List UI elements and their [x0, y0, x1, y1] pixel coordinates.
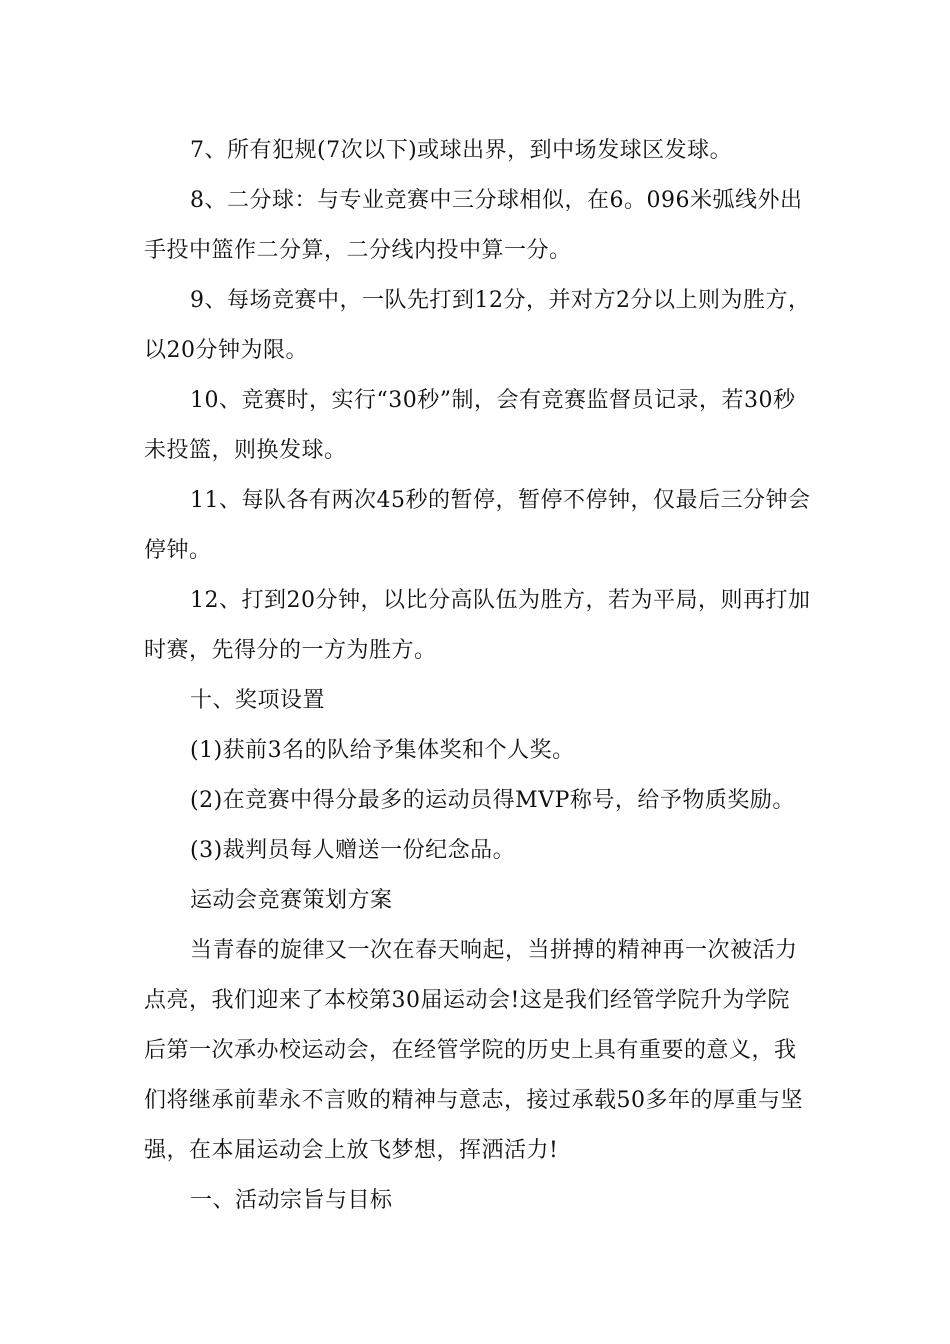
rule-8-line-2: 手投中篮作二分算，二分线内投中算一分。 — [144, 238, 572, 263]
rule-7-line: 7、所有犯规(7次以下)或球出界，到中场发球区发球。 — [190, 138, 733, 163]
award-item-3: (3)裁判员每人赠送一份纪念品。 — [190, 838, 516, 863]
section-heading-awards: 十、奖项设置 — [190, 688, 326, 713]
document-subtitle: 运动会竞赛策划方案 — [190, 888, 393, 913]
rule-11-line-2: 停钟。 — [144, 538, 212, 563]
award-item-1: (1)获前3名的队给予集体奖和个人奖。 — [190, 738, 575, 763]
rule-12-line-1: 12、打到20分钟，以比分高队伍为胜方，若为平局，则再打加 — [190, 588, 811, 613]
rule-8-line-1: 8、二分球：与专业竞赛中三分球相似，在6。096米弧线外出 — [190, 188, 803, 213]
section-heading-purpose: 一、活动宗旨与目标 — [190, 1188, 393, 1213]
intro-paragraph-line-3: 后第一次承办校运动会，在经管学院的历史上具有重要的意义，我 — [144, 1038, 797, 1063]
rule-9-line-2: 以20分钟为限。 — [144, 338, 308, 363]
award-item-2: (2)在竞赛中得分最多的运动员得MVP称号，给予物质奖励。 — [190, 788, 795, 813]
intro-paragraph-line-4: 们将继承前辈永不言败的精神与意志，接过承载50多年的厚重与坚 — [144, 1088, 803, 1113]
rule-12-line-2: 时赛，先得分的一方为胜方。 — [144, 638, 437, 663]
intro-paragraph-line-5: 强，在本届运动会上放飞梦想，挥洒活力! — [144, 1138, 559, 1163]
intro-paragraph-line-1: 当青春的旋律又一次在春天响起，当拼搏的精神再一次被活力 — [190, 938, 798, 963]
rule-9-line-1: 9、每场竞赛中，一队先打到12分，并对方2分以上则为胜方， — [190, 288, 811, 313]
intro-paragraph-line-2: 点亮，我们迎来了本校第30届运动会!这是我们经管学院升为学院 — [144, 988, 790, 1013]
rule-11-line-1: 11、每队各有两次45秒的暂停，暂停不停钟，仅最后三分钟会 — [190, 488, 811, 513]
rule-10-line-1: 10、竞赛时，实行“30秒”制，会有竞赛监督员记录，若30秒 — [190, 388, 796, 413]
rule-10-line-2: 未投篮，则换发球。 — [144, 438, 347, 463]
